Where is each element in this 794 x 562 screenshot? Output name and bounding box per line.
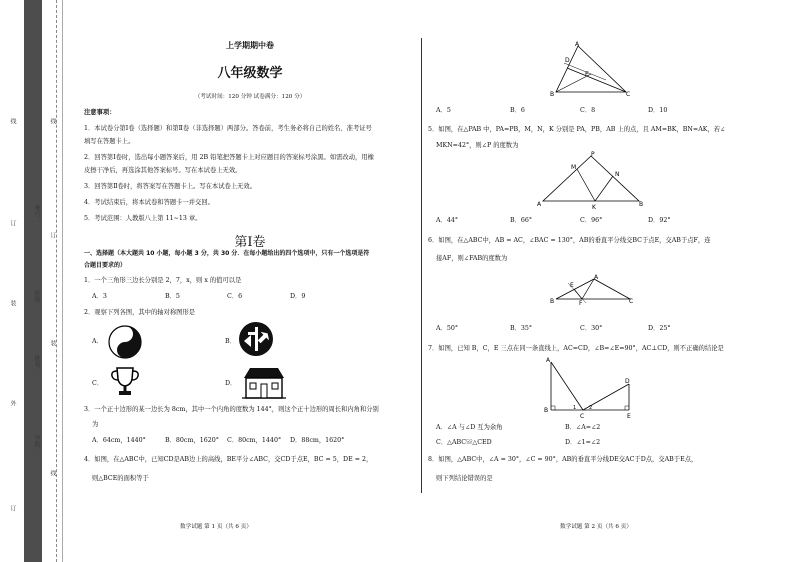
name-field-label: 姓名： [33, 355, 40, 373]
q6-option-a: A．50° [436, 325, 459, 332]
q7-stem: 7．如图，已知 B，C，E 三点在同一条直线上，AC=CD，∠B=∠E=90°，AC⊥CD，则不正确的结论是 [428, 345, 724, 352]
trophy-icon [107, 363, 143, 399]
q5-stem: 5．如图，在△PAB 中，PA=PB，M，N，K 分别是 PA，PB，AB 上的点，且 AM=BK，BN=AK，若∠ [428, 126, 726, 133]
notes-heading: 注意事项： [84, 109, 116, 116]
q4-figure-label: E [585, 71, 589, 78]
q3-stem: 为 [92, 421, 99, 428]
q6-stem: 6．如图，在△ABC中，AB = AC，∠BAC = 130°，AB的垂直平分线交BC于点E，交AB于点F，连 [428, 237, 711, 244]
traffic-sign-icon [238, 321, 274, 357]
q6-figure-label: E [570, 282, 574, 289]
page-footer-right: 数学试题 第 2 页（共 6 页） [560, 524, 632, 530]
yin-yang-icon [107, 324, 143, 360]
q5-option-b: B．66° [510, 217, 533, 224]
q4-figure-label: B [550, 91, 555, 98]
note-item: 1．本试卷分第Ⅰ卷（选择题）和第Ⅱ卷（非选择题）两部分。答卷前，考生务必将自己的姓名、准考证号 [84, 125, 372, 132]
q3-stem: 3．一个正十边形的某一边长为 8cm，其中一个内角的度数为 144°，则这个正十边形的周长和内角和分别 [84, 406, 379, 413]
q6-option-b: B．35° [510, 325, 533, 332]
q7-option-d: D．∠1=∠2 [565, 439, 601, 446]
q2-label-d: D． [225, 380, 237, 387]
note-item: 皮擦干净后，再选涂其他答案标号。写在本试卷上无效。 [84, 167, 242, 174]
binding-label: 装 [9, 300, 16, 306]
q7-figure-label: 2 [589, 405, 593, 411]
q4-figure [548, 40, 632, 98]
q2-label-c: C． [92, 380, 104, 387]
q4-stem: 则△BCE的面积等于 [92, 475, 149, 482]
exam-subtitle: 上学期期中卷 [226, 41, 274, 50]
note-item: 3．回答第Ⅱ卷时，将答案写在答题卡上。写在本试卷上无效。 [84, 183, 257, 190]
q1-option-c: C．6 [227, 293, 243, 300]
q6-option-c: C．30° [580, 325, 603, 332]
q5-figure-label: P [591, 151, 595, 158]
q1-option-d: D．9 [290, 293, 306, 300]
exam-title: 八年级数学 [217, 66, 283, 81]
q4-stem: 4．如图，在△ABC中，已知CD是AB边上的高线，BE平分∠ABC，交CD于点E，BC = 5，DE = 2， [84, 456, 373, 463]
binding-cut-line [56, 0, 57, 562]
school-field-label: 学校： [33, 435, 40, 453]
section-title: 第Ⅰ卷 [234, 235, 266, 250]
q2-label-b: B． [225, 338, 236, 345]
q7-figure [543, 356, 637, 420]
q5-figure [535, 151, 645, 211]
q8-stem: 8．如图，△ABC中，∠A = 30°，∠C = 90°，AB的垂直平分线DE交AC于D点，交AB于E点， [428, 456, 698, 463]
note-item: 填写在答题卡上。 [84, 138, 135, 145]
q7-option-c: C．△ABC≌△CED [436, 439, 492, 446]
q5-option-c: C．96° [580, 217, 603, 224]
binding-label: 线 [49, 470, 56, 476]
q7-figure-label: C [580, 413, 585, 420]
binding-label: 装 [49, 340, 56, 346]
binding-border-line [62, 0, 63, 562]
q7-figure-label: 1 [573, 405, 577, 411]
q4-option-c: C．8 [580, 107, 596, 114]
q4-option-a: A．5 [436, 107, 451, 114]
binding-strip [24, 0, 42, 562]
note-item: 4．考试结束后，将本试卷和答题卡一并交回。 [84, 199, 214, 206]
q6-figure [550, 273, 635, 305]
section-intro: 一、选择题（本大题共 10 小题，每小题 3 分，共 30 分．在每小题给出的四个选项中，只有一个选项是符 [84, 250, 370, 257]
q7-figure-label: A [546, 357, 551, 364]
q3-option-b: B．80cm，1620° [165, 437, 219, 444]
q7-figure-label: B [544, 407, 549, 414]
note-item: 5．考试范围：人教版八上第 11~13 章。 [84, 215, 202, 222]
q5-option-a: A．44° [436, 217, 459, 224]
q6-figure-label: A [594, 274, 599, 281]
q4-figure-label: A [575, 41, 580, 48]
q5-figure-label: N [615, 171, 620, 178]
q2-stem: 2．观察下列各图，其中的轴对称图形是 [84, 309, 196, 316]
q5-figure-label: M [571, 164, 577, 171]
q1-stem: 1．一个三角形三边长分别是 2，7，x，则 x 的值可以是 [84, 277, 242, 284]
q4-option-d: D．10 [648, 107, 668, 114]
binding-label: 订 [9, 220, 16, 226]
section-intro: 合题目要求的） [84, 262, 127, 269]
q6-figure-label: C [629, 298, 634, 305]
q5-option-d: D．92° [648, 217, 671, 224]
house-icon [240, 364, 288, 400]
binding-label: 订 [49, 232, 56, 238]
q6-option-d: D．25° [648, 325, 671, 332]
q5-figure-label: A [537, 201, 542, 208]
q4-figure-label: D [565, 57, 570, 64]
page-footer-left: 数学试题 第 1 页（共 6 页） [180, 524, 252, 530]
q2-label-a: A． [92, 338, 103, 345]
q7-figure-label: E [627, 413, 631, 420]
binding-label: 线 [49, 118, 56, 124]
q6-figure-label: F [579, 300, 583, 305]
q7-option-b: B．∠A=∠2 [565, 424, 601, 431]
q3-option-a: A．64cm，1440° [92, 437, 146, 444]
column-separator [421, 38, 422, 493]
id-field-label: 考号： [33, 205, 40, 223]
q6-figure-label: B [550, 298, 555, 305]
q3-option-c: C．80cm，1440° [227, 437, 282, 444]
q1-option-a: A．3 [92, 293, 107, 300]
q7-figure-label: D [625, 378, 630, 385]
q6-stem: 接AF，则∠FAB的度数为 [436, 255, 508, 262]
q5-figure-label: B [639, 201, 644, 208]
q5-stem: MKN=42°，则∠P 的度数为 [436, 142, 519, 149]
q1-option-b: B．5 [165, 293, 180, 300]
q4-figure-label: C [626, 91, 631, 98]
binding-label: 线 [9, 118, 16, 124]
q7-option-a: A．∠A 与∠D 互为余角 [436, 424, 503, 431]
q8-stem: 则下列结论错误的是 [436, 475, 493, 482]
exam-info: （考试时间：120 分钟 试卷满分：120 分） [194, 94, 306, 100]
q3-option-d: D．88cm，1620° [290, 437, 345, 444]
binding-label: 订 [9, 505, 16, 511]
q5-figure-label: K [592, 204, 596, 211]
class-field-label: 班级： [33, 290, 40, 308]
binding-label: 外 [9, 400, 16, 406]
note-item: 2．回答第Ⅰ卷时，选出每小题答案后，用 2B 铅笔把答题卡上对应题目的答案标号涂黑。如需改动，用橡 [84, 154, 374, 161]
q4-option-b: B．6 [510, 107, 525, 114]
